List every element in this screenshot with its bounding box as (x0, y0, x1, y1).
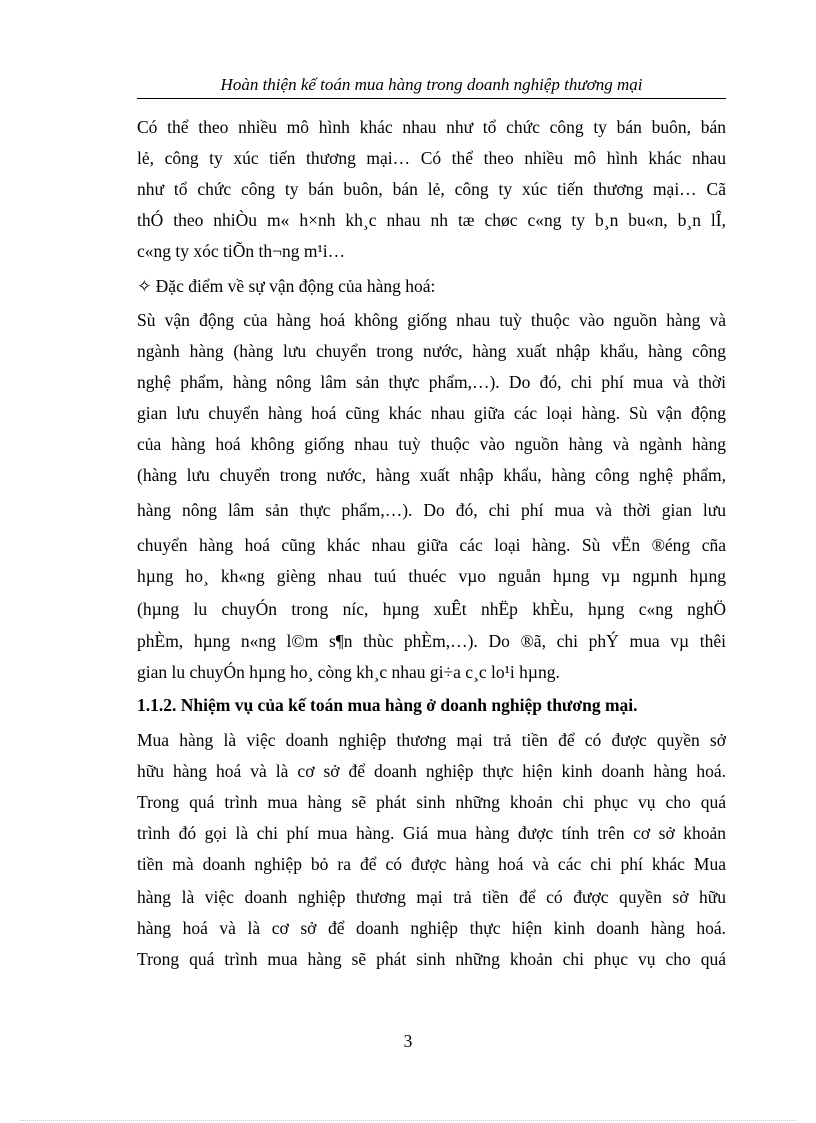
paragraph-line: Sù vận động của hàng hoá không giống nhau tuỳ thuộc vào nguồn hàng và (137, 310, 726, 330)
paragraph-line: nghệ phẩm, hàng nông lâm sản thực phẩm,…). Do đó, chi phí mua và thời (137, 372, 726, 392)
paragraph-line: tiền mà doanh nghiệp bỏ ra để có được hàng hoá và các chi phí khác Mua (137, 854, 726, 874)
paragraph-line: trình đó gọi là chi phí mua hàng. Giá mua hàng được tính trên cơ sở khoản (137, 823, 726, 843)
paragraph-line: hàng hoá và là cơ sở để doanh nghiệp thực hiện kinh doanh hàng hoá. (137, 918, 726, 938)
paragraph-line: gian lu chuyÓn hµng ho¸ còng kh¸c nhau gi÷a c¸c lo¹i hµng. (137, 662, 560, 682)
sparkle-bullet-icon: ✧ (137, 276, 152, 296)
paragraph-line: hàng nông lâm sản thực phẩm,…). Do đó, chi phí mua và thời gian lưu (137, 500, 726, 520)
paragraph-line: c«ng ty xóc tiÕn th¬ng m¹i… (137, 241, 346, 261)
bullet-heading-text: Đặc điểm về sự vận động của hàng hoá: (155, 276, 436, 296)
paragraph-line: lẻ, công ty xúc tiến thương mại… Có thể theo nhiều mô hình khác nhau (137, 148, 726, 168)
paragraph-line: thÓ theo nhiÒu m« h×nh kh¸c nhau nh tæ chøc c«ng ty b¸n bu«n, b¸n lÎ, (137, 210, 726, 230)
paragraph-line: ngành hàng (hàng lưu chuyển trong nước, hàng xuất nhập khẩu, hàng công (137, 341, 726, 361)
paragraph-line: (hàng lưu chuyển trong nước, hàng xuất nhập khẩu, hàng công nghệ phẩm, (137, 465, 726, 485)
paragraph-line: của hàng hoá không giống nhau tuỳ thuộc vào nguồn hàng và ngành hàng (137, 434, 726, 454)
paragraph-line: hµng ho¸ kh«ng gièng nhau tuú thuéc vµo nguån hµng vµ ngµnh hµng (137, 566, 726, 586)
paragraph-line: chuyển hàng hoá cũng khác nhau giữa các loại hàng. Sù vËn ®éng cña (137, 535, 726, 555)
page-bottom-divider (20, 1120, 796, 1121)
paragraph-line: Mua hàng là việc doanh nghiệp thương mại trả tiền để có được quyền sở (137, 730, 726, 750)
paragraph-line: Trong quá trình mua hàng sẽ phát sinh những khoản chi phục vụ cho quá (137, 949, 726, 969)
paragraph-line: gian lưu chuyển hàng hoá cũng khác nhau giữa các loại hàng. Sù vận động (137, 403, 726, 423)
running-header: Hoàn thiện kế toán mua hàng trong doanh nghiệp thương mại (137, 74, 726, 99)
paragraph-line: hàng là việc doanh nghiệp thương mại trả tiền để có được quyền sở hữu (137, 887, 726, 907)
paragraph-line: hữu hàng hoá và là cơ sở để doanh nghiệp thực hiện kinh doanh hàng hoá. (137, 761, 726, 781)
paragraph-line: như tổ chức công ty bán buôn, bán lẻ, công ty xúc tiến thương mại… Cã (137, 179, 726, 199)
paragraph-line: (hµng lu chuyÓn trong níc, hµng xuÊt nhËp khÈu, hµng c«ng nghÖ (137, 599, 726, 619)
paragraph-line: phÈm, hµng n«ng l©m s¶n thùc phÈm,…). Do ®ã, chi phÝ mua vµ thêi (137, 631, 726, 651)
paragraph-line: Có thể theo nhiều mô hình khác nhau như tổ chức công ty bán buôn, bán (137, 117, 726, 137)
paragraph-line: Trong quá trình mua hàng sẽ phát sinh những khoản chi phục vụ cho quá (137, 792, 726, 812)
page-number: 3 (403, 1031, 413, 1051)
section-heading: 1.1.2. Nhiệm vụ của kế toán mua hàng ở doanh nghiệp thương mại. (137, 695, 638, 715)
bullet-heading (137, 275, 726, 297)
